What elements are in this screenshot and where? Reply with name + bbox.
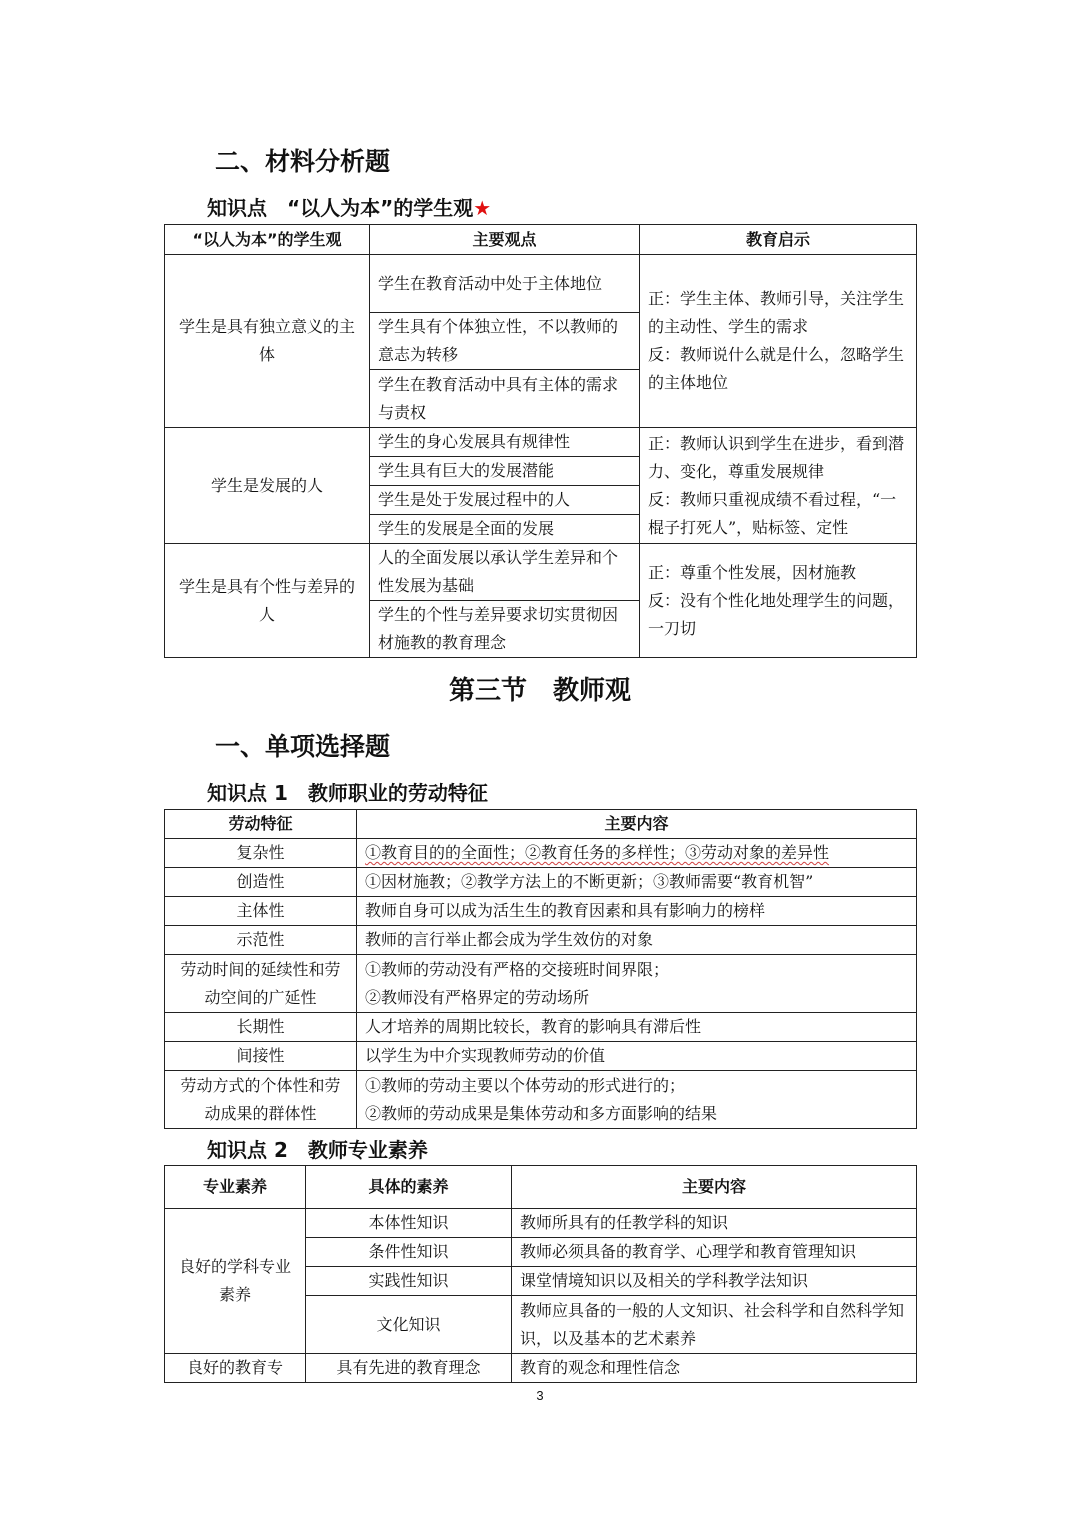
section-heading-material-analysis: 二、材料分析题 [215,147,391,176]
labor-features-table [164,809,917,1129]
knowledge-point-student-view [207,192,491,221]
header-cell: “以人为本”的学生观 [165,225,370,255]
section-title-teacher-view: 第三节 教师观 [448,676,631,706]
header-cell: 劳动特征 [165,810,357,839]
table-row [165,1209,917,1238]
feature-cell: 创造性 [165,868,357,897]
content-cell: ①因材施教；②教学方法上的不断更新；③教师需要“教育机智” [357,868,917,897]
star-icon: ★ [473,196,492,220]
table-row [165,839,917,868]
kp-student-label: 知识点 “以人为本”的学生观 [207,196,474,220]
item-cell: 条件性知识 [306,1238,512,1267]
content-cell: ①教育目的的全面性；②教育任务的多样性；③劳动对象的差异性 [357,839,917,868]
feature-cell: 间接性 [165,1042,357,1071]
insight-cell: 正：教师认识到学生在进步，看到潜力、变化，尊重发展规律 反：教师只重视成绩不看过程，“一棍子打死人”，贴标签、定性 [640,428,917,544]
table-row [165,868,917,897]
point-cell: 人的全面发展以承认学生差异和个性发展为基础 [370,544,640,601]
header-cell: 具体的素养 [306,1166,512,1209]
literacy-group-cell: 良好的教育专 [165,1354,306,1383]
table-row [165,255,917,313]
content-cell: 教师的言行举止都会成为学生效仿的对象 [357,926,917,955]
professional-literacy-table [164,1165,917,1383]
table-row [165,1042,917,1071]
section-heading-single-choice: 一、单项选择题 [215,732,391,761]
feature-cell: 劳动时间的延续性和劳动空间的广延性 [165,955,357,1013]
table-header-row [165,225,917,255]
table-row [165,428,917,457]
student-view-table [164,224,917,658]
literacy-group-cell: 良好的学科专业素养 [165,1209,306,1354]
feature-cell: 示范性 [165,926,357,955]
point-cell: 学生在教育活动中具有主体的需求与责权 [370,370,640,428]
point-cell: 学生的身心发展具有规律性 [370,428,640,457]
content-cell: 教育的观念和理性信念 [512,1354,917,1383]
content-cell: ①教师的劳动没有严格的交接班时间界限； ②教师没有严格界定的劳动场所 [357,955,917,1013]
header-cell: 专业素养 [165,1166,306,1209]
table-row [165,1354,917,1383]
table-row [165,544,917,601]
insight-cell: 正：学生主体、教师引导，关注学生的主动性、学生的需求 反：教师说什么就是什么，忽略学生的主体地位 [640,255,917,428]
feature-cell: 长期性 [165,1013,357,1042]
content-cell: 以学生为中介实现教师劳动的价值 [357,1042,917,1071]
content-cell: 人才培养的周期比较长，教育的影响具有滞后性 [357,1013,917,1042]
content-cell: 教师必须具备的教育学、心理学和教育管理知识 [512,1238,917,1267]
page-number: 3 [536,1388,544,1403]
knowledge-point-1: 知识点 1 教师职业的劳动特征 [207,781,488,805]
point-cell: 学生是处于发展过程中的人 [370,486,640,515]
content-cell: 教师所具有的任教学科的知识 [512,1209,917,1238]
feature-cell: 主体性 [165,897,357,926]
view-cell: 学生是具有独立意义的主体 [165,255,370,428]
feature-cell: 劳动方式的个体性和劳动成果的群体性 [165,1071,357,1129]
content-cell: ①教师的劳动主要以个体劳动的形式进行的； ②教师的劳动成果是集体劳动和多方面影响的结果 [357,1071,917,1129]
content-cell: 教师应具备的一般的人文知识、社会科学和自然科学知识，以及基本的艺术素养 [512,1296,917,1354]
header-cell: 主要观点 [370,225,640,255]
item-cell: 实践性知识 [306,1267,512,1296]
point-cell: 学生具有个体独立性，不以教师的意志为转移 [370,313,640,370]
point-cell: 学生在教育活动中处于主体地位 [370,255,640,313]
view-cell: 学生是发展的人 [165,428,370,544]
item-cell: 文化知识 [306,1296,512,1354]
table-row [165,1013,917,1042]
point-cell: 学生的个性与差异要求切实贯彻因材施教的教育理念 [370,601,640,658]
header-cell: 教育启示 [640,225,917,255]
knowledge-point-2: 知识点 2 教师专业素养 [207,1138,428,1162]
table-row [165,897,917,926]
content-cell: 课堂情境知识以及相关的学科教学法知识 [512,1267,917,1296]
content-cell: 教师自身可以成为活生生的教育因素和具有影响力的榜样 [357,897,917,926]
header-cell: 主要内容 [357,810,917,839]
table-row [165,926,917,955]
view-cell: 学生是具有个性与差异的人 [165,544,370,658]
point-cell: 学生具有巨大的发展潜能 [370,457,640,486]
point-cell: 学生的发展是全面的发展 [370,515,640,544]
table-row [165,955,917,1013]
header-cell: 主要内容 [512,1166,917,1209]
insight-cell: 正：尊重个性发展，因材施教 反：没有个性化地处理学生的问题，一刀切 [640,544,917,658]
item-cell: 具有先进的教育理念 [306,1354,512,1383]
table-header-row [165,810,917,839]
table-row [165,1071,917,1129]
table-header-row [165,1166,917,1209]
item-cell: 本体性知识 [306,1209,512,1238]
feature-cell: 复杂性 [165,839,357,868]
